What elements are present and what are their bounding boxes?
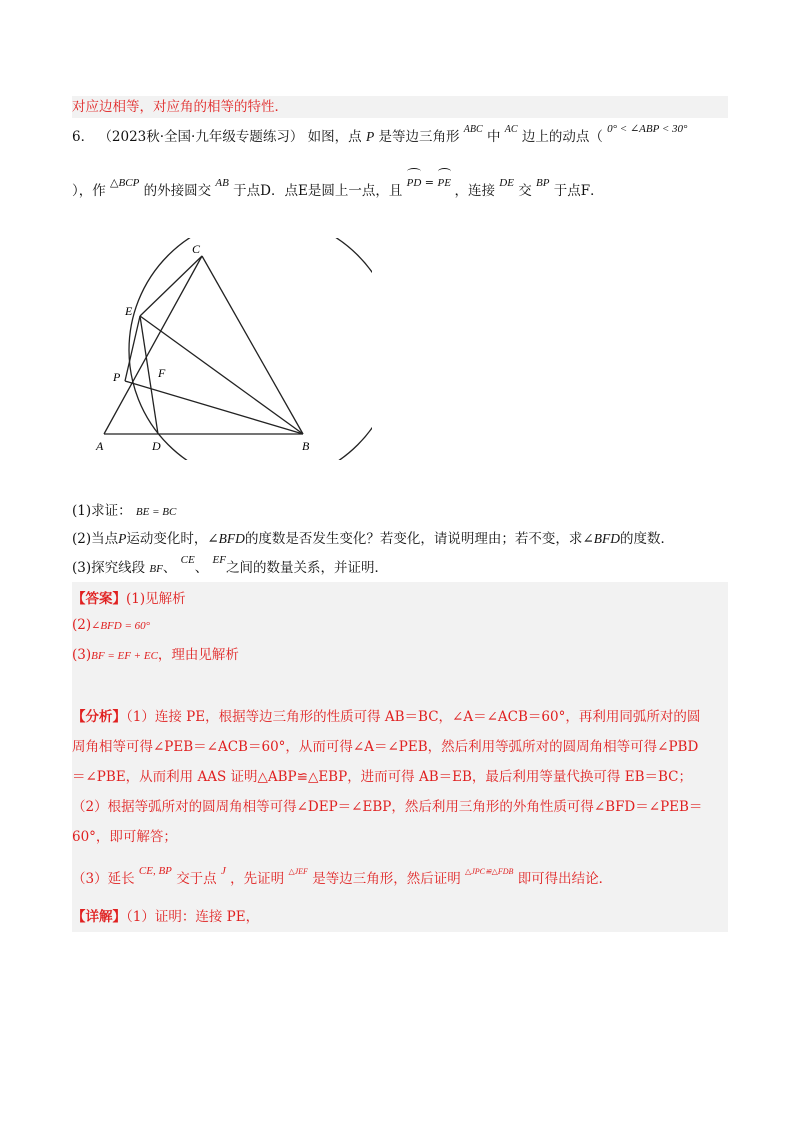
segment-PE	[125, 316, 140, 381]
answer-line-1: 【答案】(1)见解析	[72, 591, 186, 607]
analysis-line-4: （2）根据等弧所对的圆周角相等可得∠DEP＝∠EBP，然后利用三角形的外角性质可得∠BFD＝∠PEB＝	[72, 799, 703, 815]
geometry-figure	[92, 238, 372, 460]
label-P: P	[113, 370, 121, 384]
detail-line: 【详解】（1）证明：连接 PE，	[72, 909, 260, 925]
label-D: D	[152, 439, 161, 453]
segment-AC	[104, 256, 202, 434]
label-E: E	[125, 304, 133, 318]
question-1: (1)求证： BE = BC	[72, 503, 177, 519]
question-2: (2)当点P运动变化时，∠BFD的度数是否发生变化？若变化，请说明理由；若不变，求∠BFD的度数．	[72, 531, 674, 547]
analysis-line-1: 【分析】（1）连接 PE，根据等边三角形的性质可得 AB＝BC，∠A＝∠ACB＝60°，再利用同弧所对的圆	[72, 709, 701, 725]
segment-ED	[140, 316, 158, 434]
label-A: A	[96, 439, 104, 453]
label-C: C	[192, 242, 201, 256]
top-note: 对应边相等，对应角的相等的特性．	[72, 96, 728, 118]
segment-EC	[140, 256, 202, 316]
analysis-line-2: 周角相等可得∠PEB＝∠ACB＝60°，从而可得∠A＝∠PEB，然后利用等弧所对的圆周角相等可得∠PBD	[72, 739, 699, 755]
circumcircle	[129, 238, 372, 460]
analysis-line-6: （3）延长 $^{CE, BP}$ 交于点 $^J$ ，先证明 $^{\triangle JEF}$ 是等边三角形，然后证明 $^{\triangle JPC≌\triangle FDB}$ 即可得出结论．	[72, 865, 613, 887]
segment-CB	[202, 256, 303, 434]
problem-line-1: 6． （2023秋·全国·九年级专题练习） 如图，点 P 是等边三角形 $^{ABC}$ 中 $^{AC}$ 边上的动点（ $^{0^\circ < \angle ABP < 30^\circ}$	[72, 123, 688, 145]
analysis-line-3: ＝∠PBE，从而利用 AAS 证明△ABP≌△EBP，进而可得 AB＝EB，最后利用等量代换可得 EB＝BC；	[72, 769, 692, 785]
answer-line-2: (2)∠BFD = 60°	[72, 617, 151, 633]
question-3: (3)探究线段 BF、 $^{CE}$、 $^{EF}$之间的数量关系，并证明．	[72, 554, 388, 576]
analysis-line-5: 60°，即可解答；	[72, 829, 177, 845]
label-F: F	[158, 366, 166, 380]
answer-line-3: (3)BF = EF + EC，理由见解析	[72, 647, 239, 663]
problem-line-2: ），作 $^{\triangle BCP}$ 的外接圆交 $^{AB}$ 于点D．点E是圆上一点，且 $^{PD = PE}$ ，连接 $^{DE}$ 交 $^{BP}$ 于点F．	[72, 180, 728, 203]
label-B: B	[302, 439, 310, 453]
